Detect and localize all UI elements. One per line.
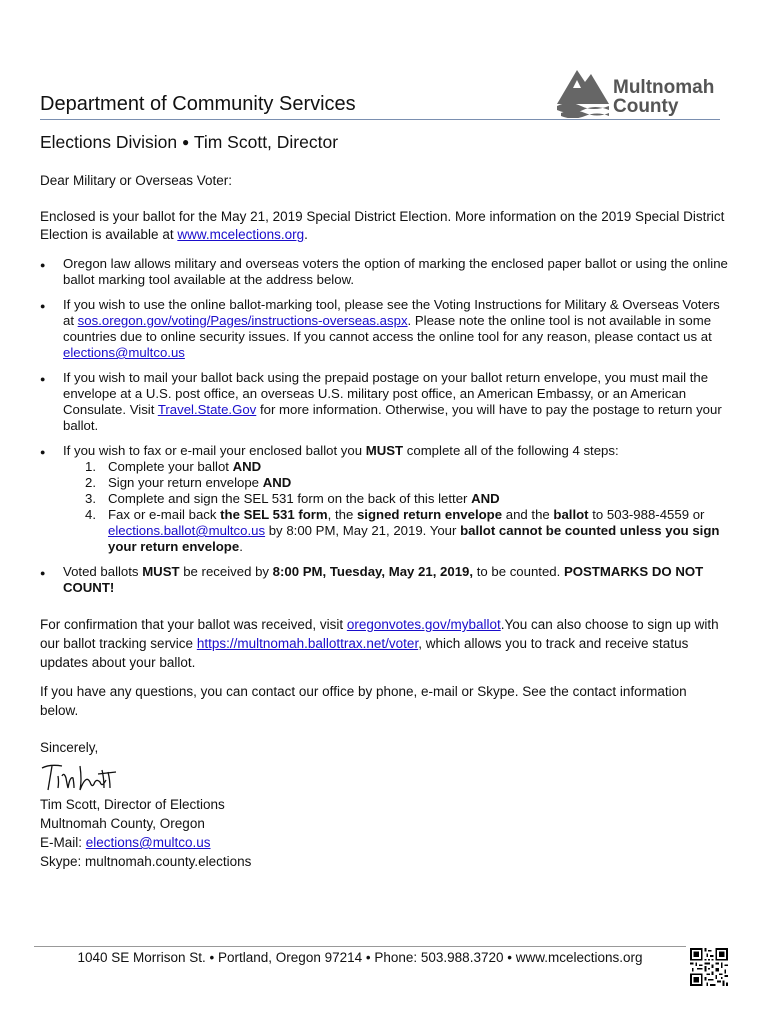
logo-text-line1: Multnomah [613,77,715,98]
questions-paragraph: If you have any questions, you can contact our office by phone, e-mail or Skype. See the contact information below. [40,684,687,718]
mcelections-link[interactable]: www.mcelections.org [177,227,305,242]
bullet-icon: ● [40,260,46,270]
ballot-email-link[interactable]: elections.ballot@multco.us [108,523,266,538]
step-text: , the [327,507,357,522]
step-bold: the SEL 531 form [220,507,328,522]
list-item [40,256,730,288]
footer-divider [34,946,686,947]
step-text: Complete your ballot [108,459,233,474]
handwritten-signature-icon [40,760,120,794]
step-number: 2. [85,475,96,490]
bullet-bold: MUST [142,564,180,579]
step-text: . [239,539,243,554]
bullet-text: Voted ballots [63,564,143,579]
list-item [40,370,730,434]
sos-instructions-link[interactable]: sos.oregon.gov/voting/Pages/instructions-overseas.aspx [77,313,408,328]
step-number: 4. [85,507,96,522]
bullet-bold: MUST [365,443,404,458]
bullet-bold: 8:00 PM, Tuesday, May 21, 2019, [272,564,474,579]
separator-dot: ● [182,135,190,149]
signoff-skype: Skype: multnomah.county.elections [40,854,252,869]
bullet-icon: ● [40,374,46,384]
elections-email-link[interactable]: elections@multco.us [63,345,185,360]
signoff-email-line [40,833,251,852]
step-number: 3. [85,491,96,506]
signature-block [40,795,251,871]
logo-text-line2: County [613,96,679,117]
bullet-text: If you wish to fax or e-mail your enclosed ballot you [63,443,366,458]
bullet-text: to be counted. [473,564,564,579]
step-bold: ballot cannot be counted unless you sign your return envelope [108,523,720,554]
bullet-text: If you wish to use the online ballot-marking tool, please see the Voting Instructions for Military & Overseas Voters at [63,297,720,328]
step-text: and the [502,507,554,522]
steps-list [63,459,730,555]
step-text: by 8:00 PM, May 21, 2019. Your [265,523,461,538]
qr-code-icon [690,948,728,986]
step-item [63,491,730,507]
greeting: Dear Military or Overseas Voter: [40,173,233,188]
bullet-text: If you wish to mail your ballot back using the prepaid postage on your ballot return envelope, you must mail the envelope at a U.S. post office, an overseas U.S. military post office, an American Embassy, or an American Consulate. Visit [63,370,709,417]
ballottrax-link[interactable]: https://multnomah.ballottrax.net/voter [196,636,419,651]
oregonvotes-link[interactable]: oregonvotes.gov/myballot [346,617,501,632]
mountain-logo-icon [555,66,611,118]
step-item [63,475,730,491]
bullet-text: be received by [179,564,273,579]
bullet-icon: ● [40,568,46,578]
step-number: 1. [85,459,96,474]
intro-text: Enclosed is your ballot for the May 21, 2019 Special District Election. More information on the 2019 Special District Election is available at [40,209,725,242]
confirm-text: , which allows you to track and receive status updates about your ballot. [40,636,689,670]
director-name: Tim Scott, Director [193,132,339,152]
footer-address: 1040 SE Morrison St. • Portland, Oregon 97214 • Phone: 503.988.3720 • www.mcelections.org [77,950,643,965]
list-item [40,564,730,596]
step-text: Fax or e-mail back [108,507,221,522]
instruction-list [40,256,730,605]
confirm-text: For confirmation that your ballot was received, visit [40,617,347,632]
bullet-text: . Please note the online tool is not available in some countries due to online security issues. If you cannot access the online tool for any reason, please contact us at [63,313,712,344]
division-name: Elections Division [40,132,178,152]
step-text: Sign your return envelope [108,475,263,490]
list-item [40,297,730,361]
bullet-bold: POSTMARKS DO NOT COUNT! [63,564,704,595]
step-item [63,507,730,555]
list-item [40,443,730,555]
email-label: E-Mail: [40,835,86,850]
header-divider [40,119,720,120]
step-item [63,459,730,475]
step-text: to 503-988-4559 or [588,507,705,522]
bullet-text: for more information. Otherwise, you will have to pay the postage to return your ballot. [63,402,722,433]
step-bold: ballot [553,507,589,522]
department-title: Department of Community Services [40,93,356,115]
step-text: Complete and sign the SEL 531 form on the back of this letter [108,491,472,506]
closing: Sincerely, [40,740,99,755]
bullet-text: complete all of the following 4 steps: [403,443,619,458]
step-bold: AND [471,491,500,506]
division-line [40,131,338,153]
confirmation-paragraph [40,615,728,672]
intro-paragraph [40,208,728,244]
signoff-location: Multnomah County, Oregon [40,816,205,831]
bullet-text-online-option: Oregon law allows military and overseas voters the option of marking the enclosed paper ballot or using the online ballot marking tool available at the address below. [63,256,728,287]
step-bold: AND [262,475,292,490]
intro-end: . [304,227,308,242]
step-bold: signed return envelope [356,507,503,522]
signoff-name: Tim Scott, Director of Elections [40,797,225,812]
bullet-icon: ● [40,301,46,311]
signoff-email-link[interactable]: elections@multco.us [85,835,211,850]
bullet-icon: ● [40,447,46,457]
confirm-text: .You can also choose to sign up with our ballot tracking service [40,617,719,651]
step-bold: AND [232,459,262,474]
multnomah-county-logo [555,66,725,118]
travel-state-gov-link[interactable]: Travel.State.Gov [157,402,257,417]
